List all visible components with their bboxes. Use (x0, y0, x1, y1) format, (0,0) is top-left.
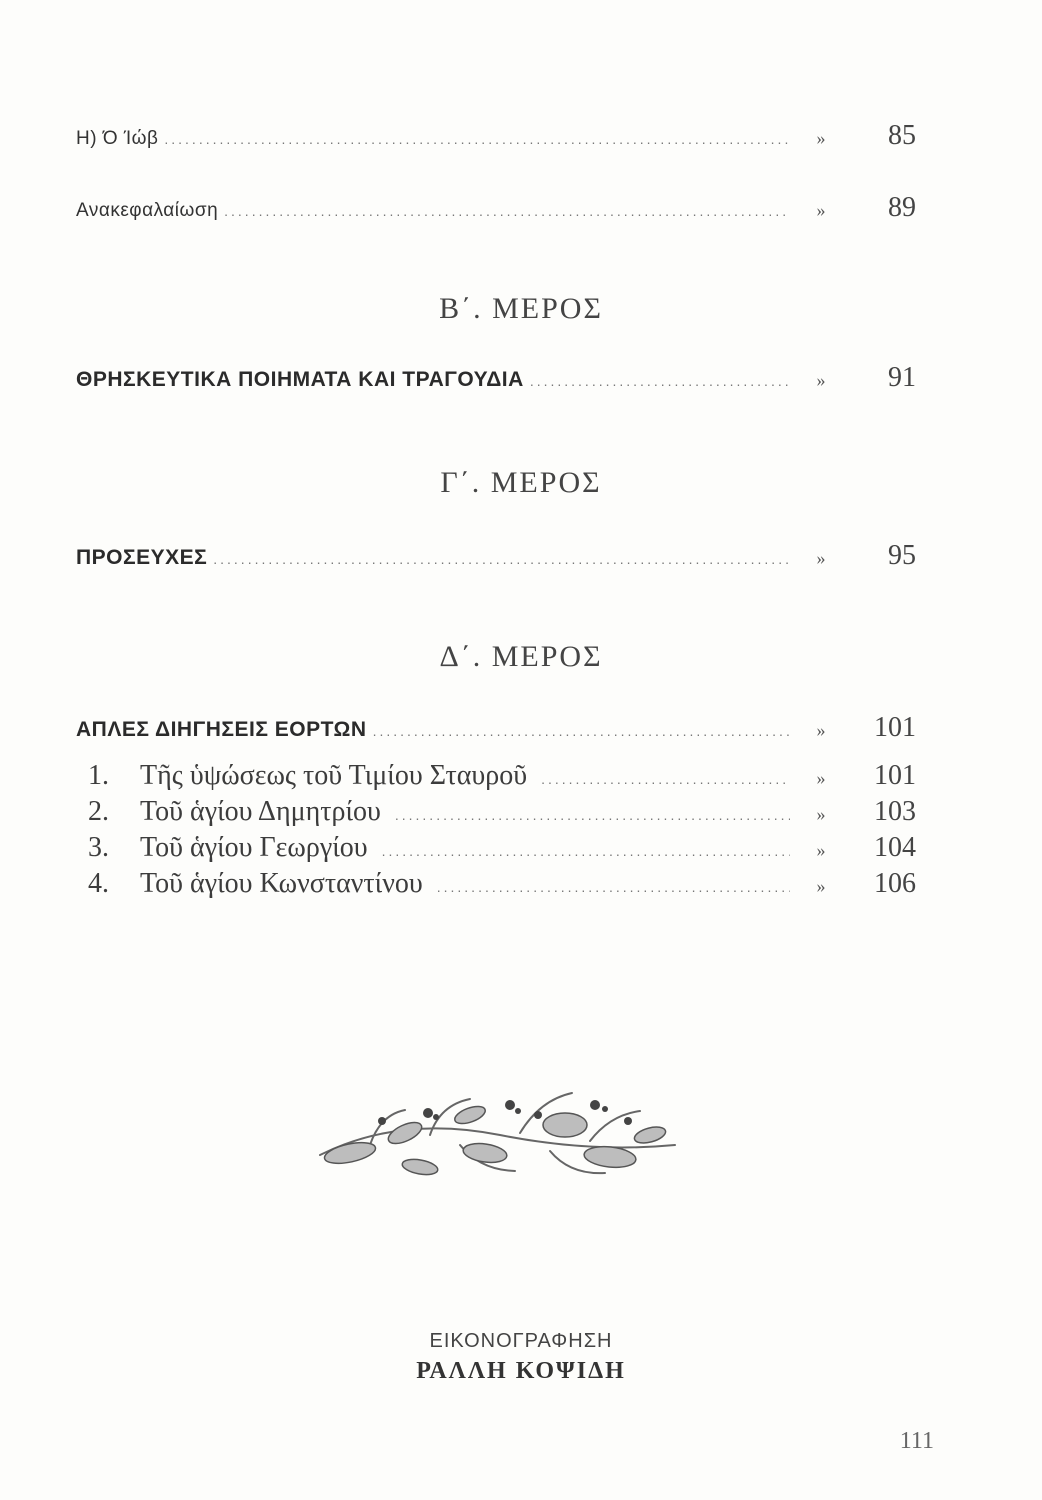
toc-entry-prayers (76, 540, 916, 580)
toc-entry-label: Η) Ό Ίώβ (76, 128, 159, 149)
leader-dots (373, 723, 790, 739)
part-d-heading: Δ΄. ΜΕΡΟΣ (439, 640, 603, 673)
ditto-mark: » (816, 720, 826, 740)
toc-page-number: 101 (874, 760, 916, 791)
ditto-mark: » (816, 200, 826, 220)
part-c-heading: Γ΄. ΜΕΡΟΣ (440, 466, 602, 499)
leader-dots (382, 843, 790, 859)
toc-entry-label: ΘΡΗΣΚΕΥΤΙΚΑ ΠΟΙΗΜΑΤΑ ΚΑΙ ΤΡΑΓΟΥΔΙΑ (76, 368, 524, 391)
ditto-mark: » (816, 548, 826, 568)
toc-entry-religious-poems (76, 362, 916, 402)
subentry-label: Τοῦ ἁγίου Δημητρίου (140, 796, 381, 827)
leader-dots (437, 879, 790, 895)
leader-dots (224, 203, 790, 219)
toc-page-number: 85 (888, 120, 916, 151)
ditto-mark: » (816, 840, 826, 860)
toc-entry-label: ΑΠΛΕΣ ΔΙΗΓΗΣΕΙΣ ΕΟΡΤΩΝ (76, 718, 367, 741)
toc-subentry (88, 760, 916, 796)
subentry-number: 2. (88, 796, 109, 827)
part-b-heading: Β΄. ΜΕΡΟΣ (439, 292, 603, 325)
toc-page-number: 104 (874, 832, 916, 863)
toc-subentry (88, 832, 916, 868)
ditto-mark: » (816, 370, 826, 390)
toc-page-number: 103 (874, 796, 916, 827)
leader-dots (213, 551, 790, 567)
toc-subentry (88, 868, 916, 904)
illustration-credit-label: ΕΙΚΟΝΟΓΡΑΦΗΣΗ (429, 1330, 613, 1352)
toc-page-number: 106 (874, 868, 916, 899)
ditto-mark: » (816, 804, 826, 824)
toc-page-number: 95 (888, 540, 916, 571)
subentry-label: Τοῦ ἁγίου Κωνσταντίνου (140, 868, 423, 899)
toc-entry-label: ΠΡΟΣΕΥΧΕΣ (76, 546, 208, 569)
toc-page-number: 89 (888, 192, 916, 223)
subentry-label: Τῆς ὑψώσεως τοῦ Τιμίου Σταυροῦ (140, 760, 528, 791)
leader-dots (541, 771, 790, 787)
toc-entry-summary (76, 192, 916, 232)
leader-dots (164, 131, 790, 147)
toc-subentry (88, 796, 916, 832)
leader-dots (530, 373, 790, 389)
toc-entry-label: Ανακεφαλαίωση (76, 200, 219, 221)
ditto-mark: » (816, 128, 826, 148)
toc-page-number: 91 (888, 362, 916, 393)
subentry-number: 4. (88, 868, 109, 899)
leader-dots (395, 807, 790, 823)
toc-entry-iov (76, 120, 916, 160)
subentry-number: 1. (88, 760, 109, 791)
subentry-number: 3. (88, 832, 109, 863)
ditto-mark: » (816, 768, 826, 788)
toc-entry-feast-stories (76, 712, 916, 752)
floral-vine-ornament-icon (310, 1075, 690, 1190)
ditto-mark: » (816, 876, 826, 896)
illustrator-name: ΡΑΛΛΗ ΚΟΨΙΔΗ (416, 1358, 626, 1384)
subentry-label: Τοῦ ἁγίου Γεωργίου (140, 832, 368, 863)
toc-page-number: 101 (874, 712, 916, 743)
page-number: 111 (899, 1428, 934, 1454)
